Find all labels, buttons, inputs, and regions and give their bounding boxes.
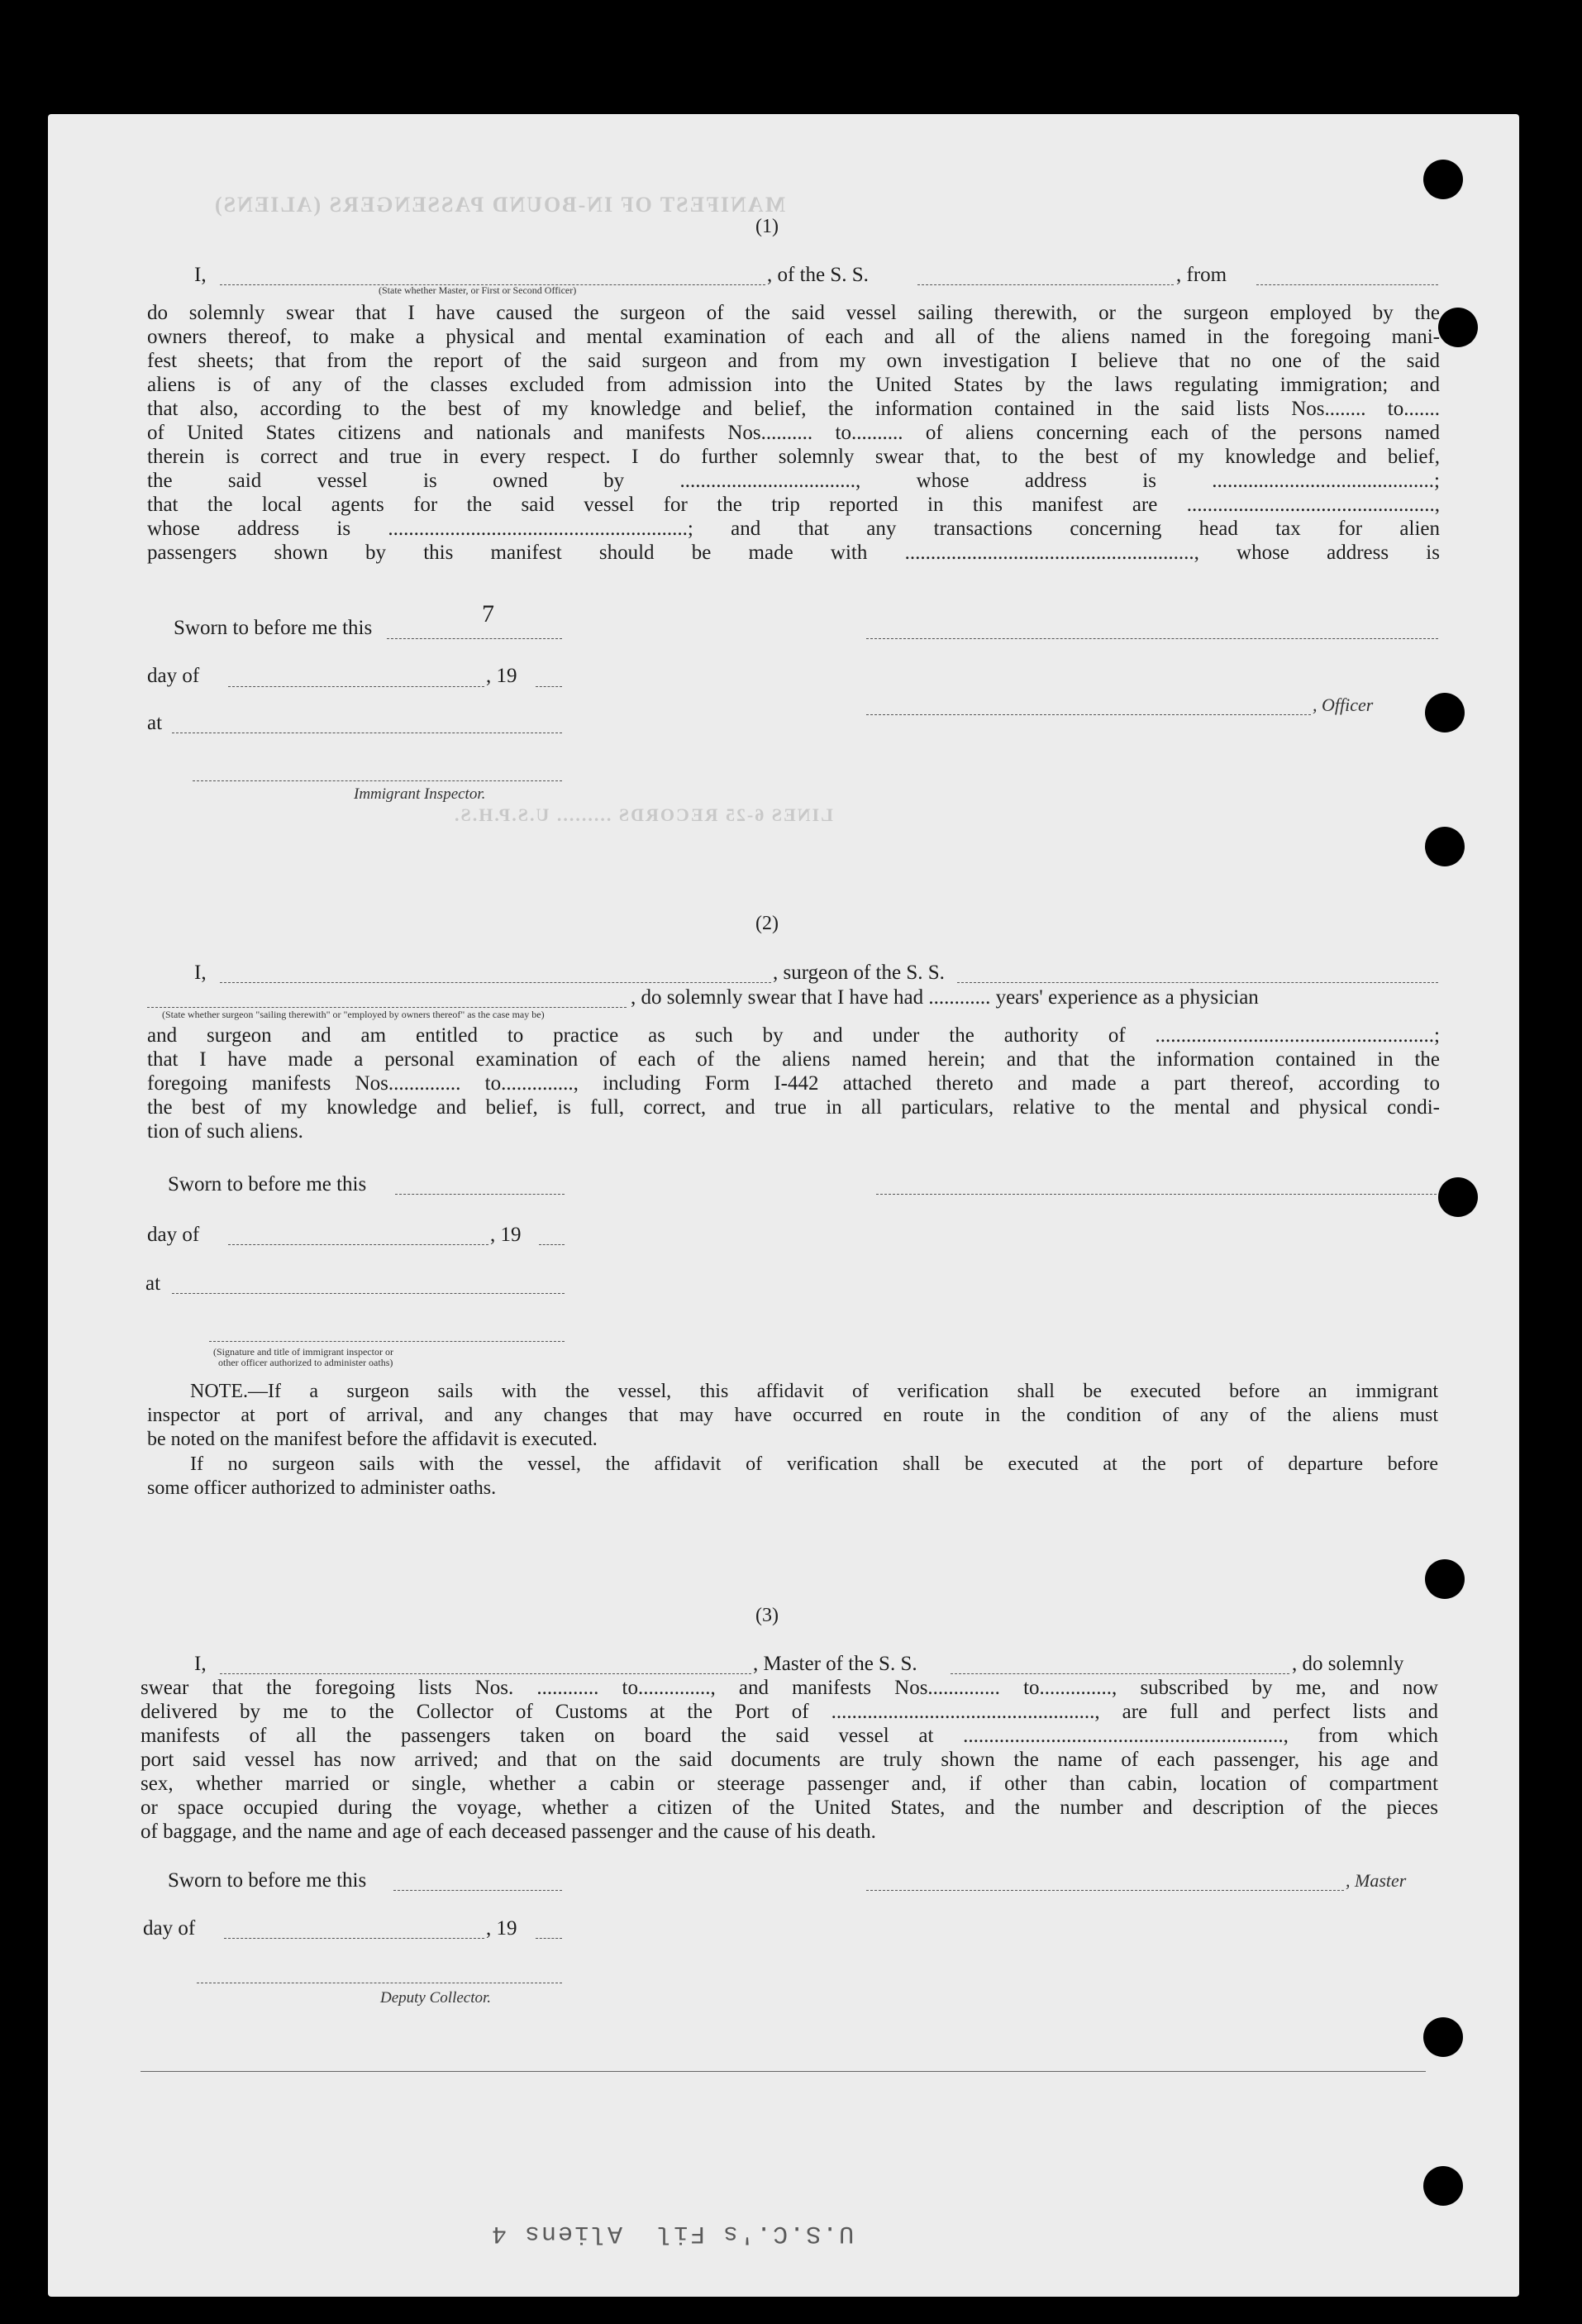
s1-at-label: at xyxy=(147,712,163,734)
section-1-number: (1) xyxy=(755,216,779,237)
s1-officer-subcaption: (State whether Master, or First or Second Officer) xyxy=(379,284,577,296)
s3-day-label: day of xyxy=(143,1917,196,1940)
s3-vessel-blank xyxy=(951,1673,1289,1674)
s2-surgeon-type-blank xyxy=(147,1007,627,1008)
s2-day-blank xyxy=(228,1244,488,1245)
s2-body-line: and surgeon and am entitled to practice as such by and under the authority of ......................................................; xyxy=(147,1024,1440,1047)
s2-body-last: tion of such aliens. xyxy=(147,1120,303,1143)
s1-line1-from: , from xyxy=(1176,264,1227,286)
s3-deputy-caption: Deputy Collector. xyxy=(380,1989,492,2007)
s2-body-line: that I have made a personal examination of each of the aliens named herein; and that the information contained in the xyxy=(147,1048,1440,1071)
s1-from-blank xyxy=(1256,284,1438,285)
s3-body-line: swear that the foregoing lists Nos. ............ to.............., and manifests Nos.............. to.............., subscribed by me, and now xyxy=(141,1677,1438,1699)
s2-note-line: NOTE.—If a surgeon sails with the vessel, this affidavit of verification shall be executed before an immigrant xyxy=(190,1381,1438,1402)
s2-body-line: the best of my knowledge and belief, is full, correct, and true in all particulars, relative to the mental and physical condi- xyxy=(147,1096,1440,1119)
s3-sworn-label: Sworn to before me this xyxy=(168,1869,367,1892)
bleed-through-line: LINES 6-25 RECORDS ......... U.S.P.H.S. xyxy=(453,804,833,825)
s3-day-blank xyxy=(224,1938,484,1939)
s2-body-line: foregoing manifests Nos.............. to.............., including Form I-442 attached thereto and made a part thereof, according to xyxy=(147,1072,1440,1095)
s1-body-line: therein is correct and true in every respect. I do further solemnly swear that, to the best of my knowledge and belief, xyxy=(147,446,1440,468)
s2-inspector-signature-line xyxy=(209,1341,565,1342)
s2-note2-last: some officer authorized to administer oaths. xyxy=(147,1477,497,1499)
punch-hole-icon xyxy=(1438,308,1478,347)
s3-line1-master: , Master of the S. S. xyxy=(753,1653,917,1675)
s3-line1-end: , do solemnly xyxy=(1292,1653,1404,1675)
s2-surgeon-subcaption: (State whether surgeon "sailing therewith" or "employed by owners thereof" as the case may be) xyxy=(162,1009,545,1020)
s3-sworn-blank xyxy=(393,1890,562,1891)
s1-officer-caption: , Officer xyxy=(1313,694,1374,715)
s2-at-blank xyxy=(172,1293,565,1294)
s1-sworn-mark: 7 xyxy=(482,600,494,628)
punch-hole-icon xyxy=(1425,827,1465,866)
s1-inspector-caption: Immigrant Inspector. xyxy=(354,785,486,803)
s1-body-line: passengers shown by this manifest should be made with ........................................................, whose address is xyxy=(147,542,1440,564)
s3-name-blank xyxy=(220,1673,751,1674)
punch-hole-icon xyxy=(1425,1559,1465,1599)
s1-officer-line-1 xyxy=(866,638,1438,639)
punch-hole-icon xyxy=(1423,2017,1463,2057)
bottom-rule xyxy=(141,2071,1426,2072)
s2-sworn-label: Sworn to before me this xyxy=(168,1173,367,1195)
s1-body-line: that also, according to the best of my knowledge and belief, the information contained in the said lists Nos........ to....... xyxy=(147,398,1440,420)
s2-line1-surgeon: , surgeon of the S. S. xyxy=(773,962,945,984)
s2-name-blank xyxy=(220,982,771,983)
s3-master-signature-line xyxy=(866,1890,1344,1891)
s2-year-blank xyxy=(539,1244,565,1245)
s3-body-last: of baggage, and the name and age of each deceased passenger and the cause of his death. xyxy=(141,1821,876,1843)
s1-body-line: whose address is ..........................................................; and that any transactions concerning head tax for alien xyxy=(147,518,1440,540)
punch-hole-icon xyxy=(1423,2166,1463,2206)
s1-body-line: fest sheets; that from the report of the said surgeon and from my own investigation I believe that no one of the said xyxy=(147,350,1440,372)
s3-body-line: port said vessel has now arrived; and that on the said documents are truly shown the name of each passenger, his age and xyxy=(141,1749,1438,1771)
s3-body-line: delivered by me to the Collector of Customs at the Port of ..................................................., are full and perfect lists and xyxy=(141,1701,1438,1723)
punch-hole-icon xyxy=(1423,160,1463,199)
s1-day-label: day of xyxy=(147,665,200,687)
s3-body-line: sex, whether married or single, whether a cabin or steerage passenger and, if other than cabin, location of compartment xyxy=(141,1773,1438,1795)
s2-signature-note-1: (Signature and title of immigrant inspector or xyxy=(213,1346,393,1358)
s3-body-line: or space occupied during the voyage, whether a citizen of the United States, and the number and description of the pieces xyxy=(141,1797,1438,1819)
s2-note2-line: If no surgeon sails with the vessel, the affidavit of verification shall be executed at the port of departure before xyxy=(190,1453,1438,1475)
s1-sworn-label: Sworn to before me this xyxy=(174,617,373,639)
s1-day-blank xyxy=(228,686,484,687)
footer-stamp-inverted: U.S.C.'s Fil Aliens 4 xyxy=(490,2219,855,2247)
s2-note-last: be noted on the manifest before the affidavit is executed. xyxy=(147,1429,598,1450)
punch-hole-icon xyxy=(1438,1177,1478,1217)
s1-body-line: that the local agents for the said vessel for the trip reported in this manifest are ................................................, xyxy=(147,494,1440,516)
bleed-through-heading: MANIFEST OF IN-BOUND PASSENGERS (ALIENS) xyxy=(213,193,786,217)
s2-vessel-blank xyxy=(957,982,1438,983)
s1-vessel-blank xyxy=(917,284,1174,285)
s3-master-caption: , Master xyxy=(1346,1870,1407,1891)
s1-body-line: the said vessel is owned by .................................., whose address is ...........................................; xyxy=(147,470,1440,492)
s2-note-line: inspector at port of arrival, and any changes that may have occurred en route in the condition of any of the aliens must xyxy=(147,1405,1438,1426)
s2-signature-note-2: other officer authorized to administer oaths) xyxy=(218,1357,393,1368)
s2-year-label: , 19 xyxy=(490,1224,522,1246)
s1-year-label: , 19 xyxy=(486,665,517,687)
s2-line2: , do solemnly swear that I have had ............ years' experience as a physician xyxy=(631,986,1259,1009)
section-2-number: (2) xyxy=(755,913,779,934)
s3-year-blank xyxy=(536,1938,562,1939)
s1-body-line: owners thereof, to make a physical and mental examination of each and all of the aliens named in the foregoing mani- xyxy=(147,326,1440,348)
s1-body-line: of United States citizens and nationals and manifests Nos.......... to.......... of aliens concerning each of the persons named xyxy=(147,422,1440,444)
s1-line1-of: , of the S. S. xyxy=(767,264,869,286)
s1-inspector-signature-line xyxy=(193,780,562,781)
s2-line1-i: I, xyxy=(194,962,207,984)
s2-at-label: at xyxy=(145,1272,161,1295)
s2-day-label: day of xyxy=(147,1224,200,1246)
s1-sworn-blank xyxy=(387,638,562,639)
s1-year-blank xyxy=(536,686,562,687)
s1-line1-i: I, xyxy=(194,264,207,286)
s1-body-line: do solemnly swear that I have caused the surgeon of the said vessel sailing therewith, or the surgeon employed by the xyxy=(147,302,1440,324)
s3-body-line: manifests of all the passengers taken on board the said vessel at .............................................................., from which xyxy=(141,1725,1438,1747)
form-sheet xyxy=(48,114,1519,2297)
s2-sworn-blank xyxy=(395,1194,565,1195)
s2-surgeon-signature-line xyxy=(876,1194,1437,1195)
s1-officer-signature-line xyxy=(866,714,1311,715)
punch-hole-icon xyxy=(1425,693,1465,733)
s3-line1-i: I, xyxy=(194,1653,207,1675)
s3-year-label: , 19 xyxy=(486,1917,517,1940)
section-3-number: (3) xyxy=(755,1605,779,1626)
s1-body-line: aliens is of any of the classes excluded from admission into the United States by the laws regulating immigration; and xyxy=(147,374,1440,396)
